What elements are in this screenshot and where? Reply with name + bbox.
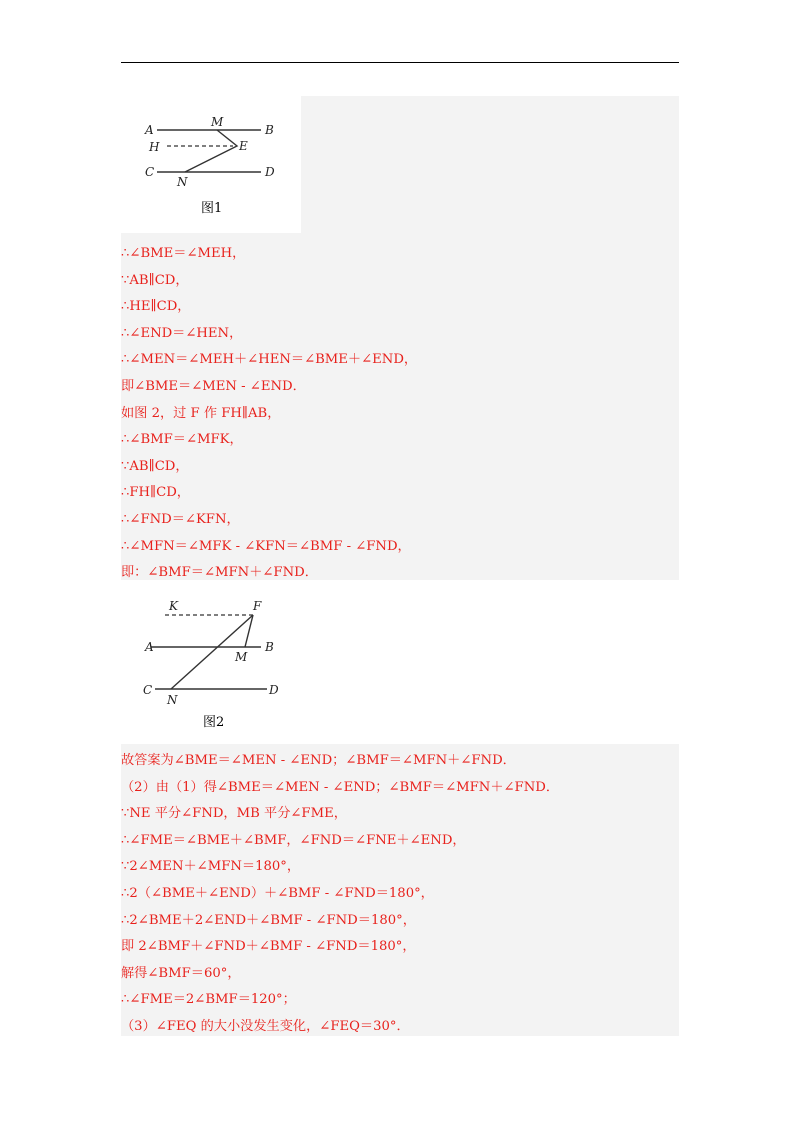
- fig2-label-n: N: [167, 693, 178, 707]
- fig2-label-k: K: [169, 599, 178, 613]
- step-line: ∴∠FME＝∠BME＋∠BMF，∠FND＝∠FNE＋∠END，: [121, 832, 466, 848]
- fig2-label-m: M: [235, 650, 248, 664]
- figure-2: [121, 584, 299, 740]
- step-line: ∴FH∥CD，: [121, 485, 190, 501]
- step-line: ∵AB∥CD，: [121, 458, 189, 474]
- step-line: ∴HE∥CD，: [121, 299, 191, 315]
- fig1-label-c: C: [145, 165, 155, 179]
- step-line: ∴∠FND＝∠KFN，: [121, 511, 240, 527]
- step-line: ∴2（∠BME＋∠END）＋∠BMF - ∠FND＝180°，: [121, 885, 434, 901]
- step-line: 如图 2，过 F 作 FH∥AB，: [121, 405, 281, 421]
- fig1-label-h: H: [149, 140, 160, 154]
- solution-steps-part1: [121, 241, 679, 587]
- solution-steps-part2: [121, 748, 679, 1041]
- step-line: ∴∠FME＝2∠BMF＝120°；: [121, 992, 296, 1008]
- fig1-label-e: E: [239, 139, 248, 153]
- fig2-label-d: D: [269, 683, 279, 697]
- fig2-label-b: B: [265, 640, 274, 654]
- step-line: ∴2∠BME＋2∠END＋∠BMF - ∠FND＝180°，: [121, 912, 416, 928]
- step-line: ∵AB∥CD，: [121, 272, 189, 288]
- fig2-label-a: A: [145, 640, 154, 654]
- fig1-label-b: B: [265, 123, 274, 137]
- fig1-label-a: A: [145, 123, 154, 137]
- fig2-label-f: F: [253, 599, 262, 613]
- step-line: 即∠BME＝∠MEN - ∠END．: [121, 378, 306, 394]
- figure-2-caption: 图2: [203, 715, 225, 730]
- step-line: ∴∠MEN＝∠MEH＋∠HEN＝∠BME＋∠END，: [121, 352, 418, 368]
- step-line: 故答案为∠BME＝∠MEN - ∠END；∠BMF＝∠MFN＋∠FND．: [121, 753, 516, 768]
- step-line: ∴∠BMF＝∠MFK，: [121, 432, 243, 448]
- step-line: ∵2∠MEN＋∠MFN＝180°，: [121, 859, 301, 875]
- header-rule: [121, 62, 679, 63]
- fig1-label-n: N: [177, 175, 188, 189]
- step-line: （2）由（1）得∠BME＝∠MEN - ∠END；∠BMF＝∠MFN＋∠FND．: [121, 779, 560, 795]
- figure-1-caption: 图1: [201, 201, 223, 216]
- figure-1: [121, 96, 301, 233]
- fig1-label-m: M: [211, 115, 224, 129]
- fig1-label-d: D: [265, 165, 275, 179]
- step-line: ∵NE 平分∠FND，MB 平分∠FME，: [121, 806, 347, 822]
- step-line: （3）∠FEQ 的大小没发生变化，∠FEQ＝30°．: [121, 1018, 410, 1034]
- step-line: ∴∠MFN＝∠MFK - ∠KFN＝∠BMF - ∠FND，: [121, 538, 411, 554]
- step-line: 即 2∠BMF＋∠FND＋∠BMF - ∠FND＝180°，: [121, 939, 416, 955]
- fig2-label-c: C: [143, 683, 153, 697]
- step-line: ∴∠END＝∠HEN，: [121, 325, 243, 341]
- step-line: 即：∠BMF＝∠MFN＋∠FND．: [121, 565, 318, 581]
- step-line: ∴∠BME＝∠MEH，: [121, 246, 246, 261]
- step-line: 解得∠BMF＝60°，: [121, 965, 241, 981]
